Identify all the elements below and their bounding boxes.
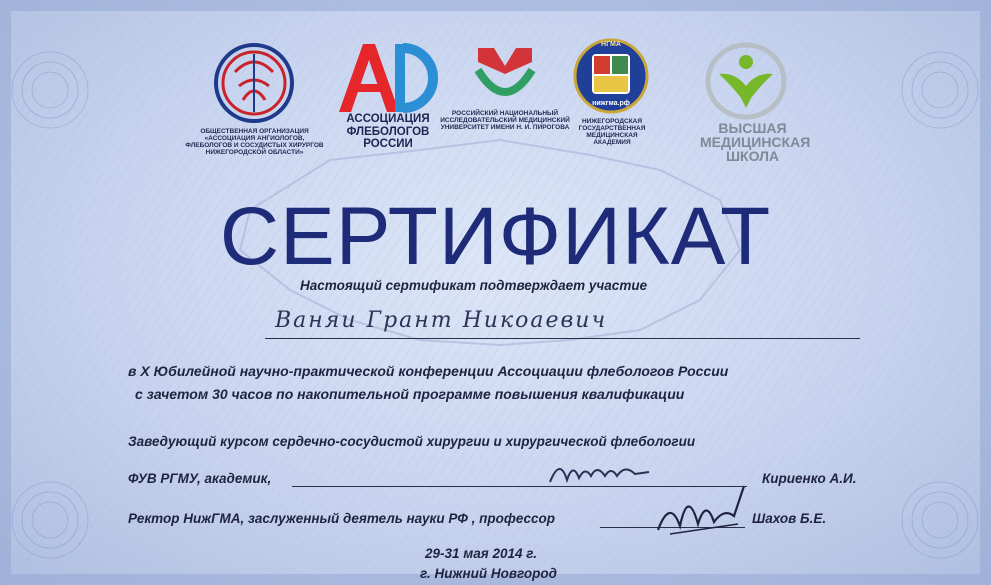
recipient-name: Ваняи Грант Никоаевич: [275, 308, 608, 333]
org-logo-caption: ОБЩЕСТВЕННАЯ ОРГАНИЗАЦИЯ «АССОЦИАЦИЯ АНГИОЛОГОВ, ФЛЕБОЛОГОВ И СОСУДИСТЫХ ХИРУРГОВ НИЖЕГОРОДСКОЙ ОБЛАСТИ»: [185, 128, 324, 157]
signer2-signature-icon: [650, 478, 750, 538]
school-logo-caption: ВЫСШАЯ МЕДИЦИНСКАЯ ШКОЛА: [700, 120, 811, 164]
ngma-badge-bottom: нижгма.рф: [592, 100, 630, 107]
name-underline: [265, 338, 860, 339]
signer2-position: Ректор НижГМА, заслуженный деятель науки РФ , профессор: [128, 511, 556, 526]
rnimu-logo-caption: РОССИЙСКИЙ НАЦИОНАЛЬНЫЙ ИССЛЕДОВАТЕЛЬСКИЙ МЕДИЦИНСКИЙ УНИВЕРСИТЕТ ИМЕНИ Н. И. ПИРОГОВА: [440, 110, 570, 132]
certificate-title: СЕРТИФИКАТ: [219, 191, 772, 282]
signer1-position-line1: Заведующий курсом сердечно-сосудистой хирургии и хирургической флебологии: [128, 434, 696, 449]
event-date: 29-31 мая 2014 г.: [425, 546, 538, 561]
ngma-badge-top: НГМА: [601, 41, 621, 48]
af-monogram-icon: [333, 40, 443, 115]
ring-emblem-icon: [213, 42, 295, 124]
signer2-name: Шахов Б.Е.: [752, 511, 827, 526]
signer1-signature-icon: [545, 452, 655, 492]
confirm-text: Настоящий сертификат подтверждает участие: [300, 278, 648, 293]
event-line-2: с зачетом 30 часов по накопительной программе повышения квалификации: [135, 386, 685, 402]
signer1-name: Кириенко А.И.: [762, 471, 857, 486]
event-line-1: в X Юбилейной научно-практической конференции Ассоциации флебологов России: [128, 363, 729, 379]
person-leaf-icon: [705, 42, 787, 120]
ngma-logo-caption: НИЖЕГОРОДСКАЯ ГОСУДАРСТВЕННАЯ МЕДИЦИНСКАЯ АКАДЕМИЯ: [578, 118, 646, 147]
m-arc-icon: [472, 44, 538, 106]
afr-logo-caption: АССОЦИАЦИЯ ФЛЕБОЛОГОВ РОССИИ: [346, 113, 430, 151]
signer1-position-line2: ФУВ РГМУ, академик,: [128, 471, 272, 486]
event-city: г. Нижний Новгород: [420, 566, 557, 581]
